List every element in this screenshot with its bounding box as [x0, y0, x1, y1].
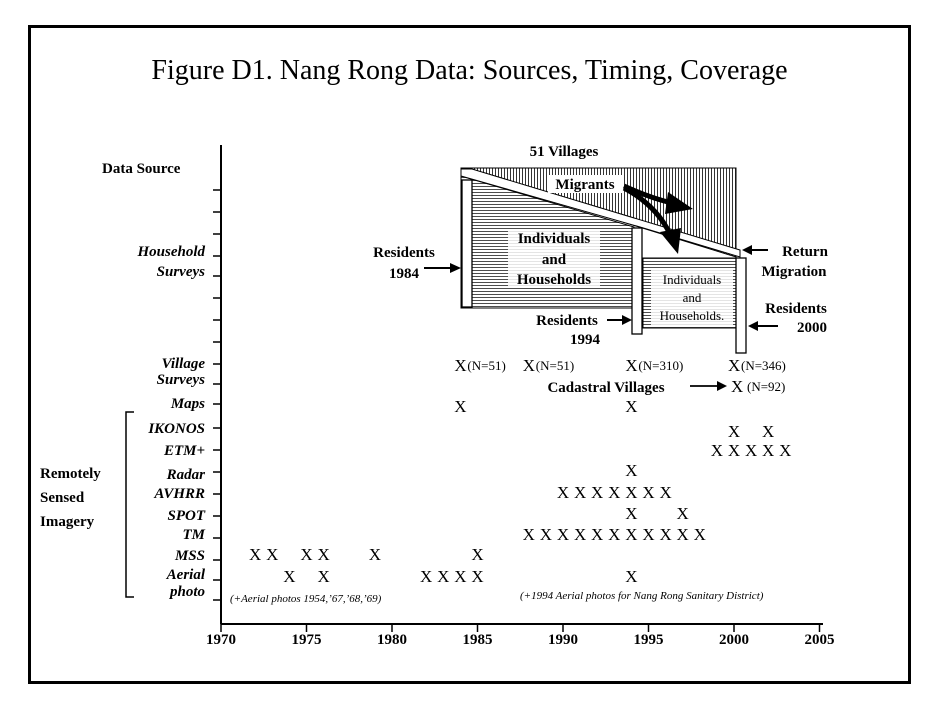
imagery-x-etm: X: [744, 441, 758, 460]
label-radar: Radar: [166, 467, 205, 483]
cadastral-n: (N=92): [747, 379, 786, 394]
note-aerial-early: (+Aerial photos 1954,’67,’68,’69): [230, 593, 382, 605]
village-survey-x: X: [625, 356, 638, 375]
imagery-x-spot: X: [625, 504, 638, 523]
imagery-x-mss: X: [300, 545, 313, 564]
imagery-x-etm: X: [710, 441, 724, 460]
label-ikonos: IKONOS: [148, 421, 205, 437]
imagery-x-etm: X: [762, 441, 775, 460]
arrow-cadastral-head: [717, 381, 727, 391]
imagery-x-mss: X: [368, 545, 382, 564]
return-migration-line2: Migration: [761, 264, 827, 280]
ind-hh-1984-line2: and: [541, 252, 567, 268]
imagery-x-tm: X: [573, 525, 587, 544]
imagery-x-aerial: X: [437, 567, 450, 586]
label-maps: Maps: [170, 396, 205, 412]
imagery-x-tm: X: [522, 525, 535, 544]
ind-hh-1994-line2: and: [682, 290, 702, 305]
imagery-x-ikonos: X: [727, 422, 741, 441]
data-source-header: Data Source: [102, 161, 181, 177]
imagery-x-etm: X: [779, 441, 792, 460]
x-axis-ticks: [206, 624, 835, 648]
label-mss: MSS: [174, 548, 205, 564]
imagery-x-avhrr: X: [608, 483, 621, 502]
imagery-x-aerial: X: [283, 567, 296, 586]
cadastral-label: Cadastral Villages: [547, 380, 665, 396]
imagery-x-avhrr: X: [659, 483, 672, 502]
imagery-x-aerial: X: [420, 567, 433, 586]
imagery-x-mss: X: [266, 545, 279, 564]
x-tick-label: 2005: [804, 632, 835, 648]
remote-sensing-bracket: [126, 412, 134, 597]
label-etm: ETM+: [163, 443, 205, 459]
x-tick-label: 1970: [206, 632, 236, 648]
imagery-x-spot: X: [676, 504, 689, 523]
imagery-marks: [249, 397, 791, 586]
imagery-x-avhrr: X: [556, 483, 570, 502]
x-tick-label: 1990: [548, 632, 578, 648]
residents-1994-line1: Residents: [536, 313, 598, 329]
bar-1994: [632, 228, 642, 334]
bar-2000: [736, 258, 746, 353]
residents-2000-line1: Residents: [765, 301, 827, 317]
village-survey-marks: [454, 356, 785, 375]
label-village-surveys: Surveys: [156, 372, 205, 388]
village-survey-n: (N=346): [741, 358, 786, 373]
imagery-x-ikonos: X: [762, 422, 775, 441]
village-survey-n: (N=51): [535, 358, 575, 373]
imagery-x-tm: X: [608, 525, 621, 544]
arrow-residents-1984-head: [450, 263, 461, 273]
x-tick-label: 1980: [377, 632, 407, 648]
group-imagery: Imagery: [40, 514, 95, 530]
label-household: Household: [137, 244, 205, 260]
imagery-x-tm: X: [659, 525, 672, 544]
note-aerial-1994: (+1994 Aerial photos for Nang Rong Sanitary District): [520, 590, 764, 602]
village-survey-n: (N=310): [638, 358, 684, 373]
imagery-x-avhrr: X: [573, 483, 587, 502]
label-aerial-photo: photo: [169, 584, 205, 600]
arrow-residents-1994-head: [622, 315, 632, 325]
imagery-x-aerial: X: [471, 567, 484, 586]
cadastral-x: X: [731, 377, 744, 396]
imagery-x-maps: X: [454, 397, 467, 416]
arrow-return-migration-head: [742, 245, 752, 255]
residents-1984-line2: 1984: [389, 266, 419, 282]
figure-title: Figure D1. Nang Rong Data: Sources, Timing, Coverage: [151, 55, 788, 86]
x-tick-label: 2000: [719, 632, 749, 648]
village-survey-n: (N=51): [467, 358, 506, 373]
migrants-label: Migrants: [555, 177, 615, 193]
y-axis-ticks: [213, 190, 221, 600]
imagery-x-tm: X: [591, 525, 604, 544]
imagery-x-aerial: X: [317, 567, 330, 586]
label-spot: SPOT: [167, 508, 205, 524]
village-survey-x: X: [454, 356, 467, 375]
imagery-x-avhrr: X: [642, 483, 655, 502]
residents-1994-line2: 1994: [570, 332, 600, 348]
imagery-x-tm: X: [642, 525, 655, 544]
x-tick-label: 1985: [462, 632, 493, 648]
residents-2000-line2: 2000: [797, 320, 827, 336]
ind-hh-1994-line1: Individuals: [662, 272, 722, 287]
residents-1984-line1: Residents: [373, 245, 435, 261]
arrow-residents-2000-head: [748, 321, 758, 331]
ind-hh-1984-line3: Households: [516, 272, 592, 288]
group-remotely: Remotely: [40, 466, 101, 482]
village-survey-x: X: [522, 356, 536, 375]
imagery-x-avhrr: X: [591, 483, 604, 502]
x-tick-label: 1995: [633, 632, 664, 648]
x-tick-label: 1975: [291, 632, 322, 648]
imagery-x-aerial: X: [625, 567, 638, 586]
label-household-surveys: Surveys: [156, 264, 205, 280]
group-sensed: Sensed: [40, 490, 85, 506]
bar-1984: [462, 180, 472, 307]
imagery-x-tm: X: [676, 525, 689, 544]
ind-hh-1984-line1: Individuals: [517, 231, 591, 247]
imagery-x-tm: X: [625, 525, 638, 544]
imagery-x-avhrr: X: [625, 483, 638, 502]
label-aerial: Aerial: [166, 567, 205, 583]
imagery-x-aerial: X: [454, 567, 467, 586]
imagery-x-maps: X: [625, 397, 638, 416]
label-tm: TM: [182, 527, 205, 543]
imagery-x-etm: X: [727, 441, 741, 460]
label-avhrr: AVHRR: [154, 486, 205, 502]
ind-hh-1994-line3: Households.: [659, 308, 725, 323]
imagery-x-tm: X: [556, 525, 570, 544]
imagery-x-mss: X: [249, 545, 262, 564]
villages-label: 51 Villages: [529, 144, 599, 160]
village-survey-x: X: [728, 356, 741, 375]
label-village: Village: [161, 356, 205, 372]
migrant-arrow-down-head: [660, 228, 681, 254]
imagery-x-tm: X: [539, 525, 553, 544]
imagery-x-radar: X: [625, 461, 638, 480]
imagery-x-mss: X: [317, 545, 330, 564]
imagery-x-tm: X: [693, 525, 706, 544]
imagery-x-mss: X: [471, 545, 484, 564]
return-migration-line1: Return: [782, 244, 828, 260]
